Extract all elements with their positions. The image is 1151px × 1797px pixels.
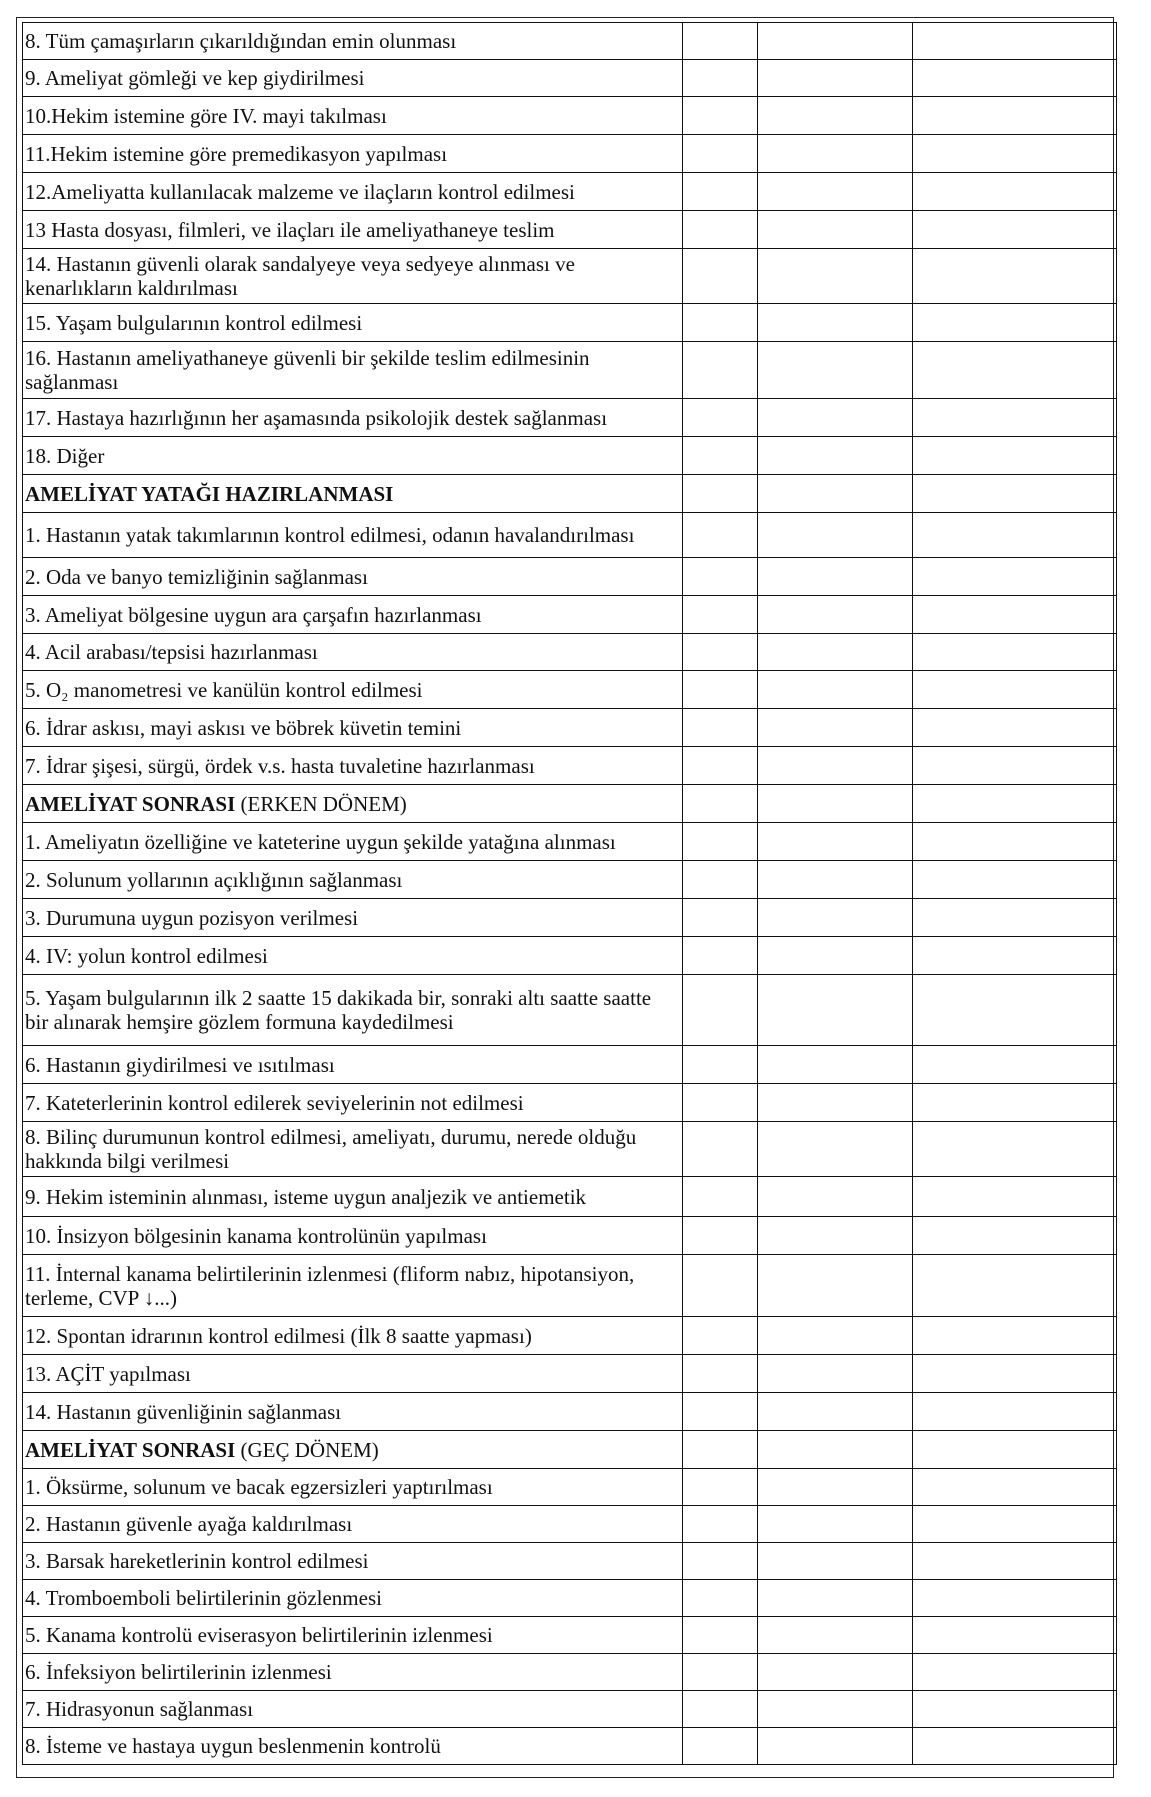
check-cell-1[interactable] (683, 1046, 758, 1084)
check-cell-1[interactable] (683, 937, 758, 975)
checklist-item-text (23, 97, 683, 135)
checklist-row (23, 173, 1117, 211)
section-heading (23, 1431, 683, 1469)
item-label: 1. Hastanın yatak takımlarının kontrol edilmesi, odanın havalandırılması (25, 523, 635, 547)
item-label: 4. Tromboemboli belirtilerinin gözlenmesi (25, 1586, 382, 1610)
check-cell-1[interactable] (683, 785, 758, 823)
check-cell-2[interactable] (758, 23, 913, 60)
item-label: 9. Ameliyat gömleği ve kep giydirilmesi (25, 66, 365, 90)
check-cell-3[interactable] (913, 937, 1117, 975)
checklist-item-text (23, 861, 683, 899)
check-cell-2[interactable] (758, 1617, 913, 1654)
checklist-item-text (23, 513, 683, 558)
item-label: 15. Yaşam bulgularının kontrol edilmesi (25, 310, 363, 335)
checklist-item-text (23, 23, 683, 60)
checklist-item-text (23, 1691, 683, 1728)
checklist-item-text (23, 304, 683, 342)
check-cell-1[interactable] (683, 1217, 758, 1255)
check-cell-1[interactable] (683, 1317, 758, 1355)
checklist-item-text (23, 1469, 683, 1506)
checklist-item-text (23, 437, 683, 475)
check-cell-2[interactable] (758, 747, 913, 785)
check-cell-1[interactable] (683, 975, 758, 1046)
item-label: 5. O₂ manometresi ve kanülün kontrol edilmesi (25, 677, 423, 702)
checklist-row (23, 1654, 1117, 1691)
check-cell-3[interactable] (913, 823, 1117, 861)
check-cell-3[interactable] (913, 596, 1117, 634)
check-cell-1[interactable] (683, 1543, 758, 1580)
check-cell-1[interactable] (683, 1393, 758, 1431)
check-cell-2[interactable] (758, 475, 913, 513)
check-cell-1[interactable] (683, 437, 758, 475)
check-cell-2[interactable] (758, 1046, 913, 1084)
check-cell-3[interactable] (913, 1469, 1117, 1506)
check-cell-1[interactable] (683, 671, 758, 709)
check-cell-3[interactable] (913, 1084, 1117, 1122)
check-cell-2[interactable] (758, 558, 913, 596)
check-cell-3[interactable] (913, 671, 1117, 709)
check-cell-2[interactable] (758, 823, 913, 861)
check-cell-3[interactable] (913, 1255, 1117, 1317)
check-cell-1[interactable] (683, 135, 758, 173)
checklist-item-text (23, 823, 683, 861)
checklist-row (23, 97, 1117, 135)
check-cell-1[interactable] (683, 23, 758, 60)
check-cell-2[interactable] (758, 937, 913, 975)
item-label: 17. Hastaya hazırlığının her aşamasında psikolojik destek sağlanması (25, 405, 608, 430)
checklist-row (23, 634, 1117, 671)
check-cell-3[interactable] (913, 173, 1117, 211)
section-heading (23, 785, 683, 823)
check-cell-1[interactable] (683, 1617, 758, 1654)
check-cell-1[interactable] (683, 1654, 758, 1691)
checklist-item-text (23, 747, 683, 785)
check-cell-1[interactable] (683, 1122, 758, 1177)
item-label: 1. Ameliyatın özelliğine ve kateterine uygun şekilde yatağına alınması (25, 829, 616, 854)
check-cell-2[interactable] (758, 1355, 913, 1393)
section-heading-row (23, 475, 1117, 513)
check-cell-1[interactable] (683, 1255, 758, 1317)
check-cell-2[interactable] (758, 1084, 913, 1122)
checklist-item-text (23, 1580, 683, 1617)
checklist-row (23, 1506, 1117, 1543)
check-cell-2[interactable] (758, 785, 913, 823)
check-cell-1[interactable] (683, 1084, 758, 1122)
check-cell-2[interactable] (758, 173, 913, 211)
item-label: 7. Hidrasyonun sağlanması (25, 1697, 254, 1721)
checklist-row (23, 1177, 1117, 1217)
check-cell-2[interactable] (758, 1255, 913, 1317)
item-label: 10. İnsizyon bölgesinin kanama kontrolünün yapılması (25, 1223, 487, 1248)
check-cell-2[interactable] (758, 709, 913, 747)
check-cell-2[interactable] (758, 1317, 913, 1355)
item-label: 12. Spontan idrarının kontrol edilmesi (İlk 8 saatte yapması) (25, 1323, 532, 1348)
check-cell-3[interactable] (913, 1217, 1117, 1255)
check-cell-1[interactable] (683, 211, 758, 249)
check-cell-3[interactable] (913, 1046, 1117, 1084)
checklist-row (23, 1393, 1117, 1431)
checklist-row (23, 1084, 1117, 1122)
check-cell-3[interactable] (913, 97, 1117, 135)
section-heading (23, 475, 683, 513)
check-cell-2[interactable] (758, 1691, 913, 1728)
check-cell-2[interactable] (758, 975, 913, 1046)
checklist-row (23, 1317, 1117, 1355)
check-cell-2[interactable] (758, 1431, 913, 1469)
check-cell-3[interactable] (913, 975, 1117, 1046)
checklist-row (23, 60, 1117, 97)
check-cell-2[interactable] (758, 1580, 913, 1617)
check-cell-2[interactable] (758, 1469, 913, 1506)
item-label: 4. IV: yolun kontrol edilmesi (25, 943, 268, 968)
check-cell-3[interactable] (913, 211, 1117, 249)
check-cell-3[interactable] (913, 475, 1117, 513)
item-label: 3. Barsak hareketlerinin kontrol edilmesi (25, 1549, 369, 1573)
check-cell-1[interactable] (683, 249, 758, 304)
check-cell-3[interactable] (913, 1543, 1117, 1580)
checklist-item-text (23, 1393, 683, 1431)
check-cell-1[interactable] (683, 823, 758, 861)
item-label: 5. Kanama kontrolü eviserasyon belirtilerinin izlenmesi (25, 1623, 493, 1647)
checklist-row (23, 596, 1117, 634)
item-label: 12.Ameliyatta kullanılacak malzeme ve ilaçların kontrol edilmesi (25, 179, 575, 204)
item-label: 2. Oda ve banyo temizliğinin sağlanması (25, 564, 368, 589)
item-label: AMELİYAT SONRASI (25, 791, 236, 816)
checklist-item-text (23, 342, 683, 399)
item-label: 7. İdrar şişesi, sürgü, ördek v.s. hasta tuvaletine hazırlanması (25, 753, 535, 778)
check-cell-3[interactable] (913, 1654, 1117, 1691)
item-label: 1. Öksürme, solunum ve bacak egzersizleri yaptırılması (25, 1475, 493, 1499)
check-cell-2[interactable] (758, 249, 913, 304)
item-label: 2. Solunum yollarının açıklığının sağlanması (25, 867, 403, 892)
check-cell-1[interactable] (683, 304, 758, 342)
check-cell-2[interactable] (758, 342, 913, 399)
check-cell-1[interactable] (683, 1431, 758, 1469)
check-cell-1[interactable] (683, 173, 758, 211)
checklist-item-text (23, 1617, 683, 1654)
check-cell-2[interactable] (758, 1122, 913, 1177)
check-cell-3[interactable] (913, 304, 1117, 342)
checklist-item-text (23, 1654, 683, 1691)
check-cell-1[interactable] (683, 1728, 758, 1765)
item-label: 8. Tüm çamaşırların çıkarıldığından emin olunması (25, 29, 457, 53)
checklist-row (23, 937, 1117, 975)
check-cell-1[interactable] (683, 596, 758, 634)
check-cell-3[interactable] (913, 437, 1117, 475)
checklist-row (23, 558, 1117, 596)
checklist-item-text (23, 173, 683, 211)
check-cell-3[interactable] (913, 135, 1117, 173)
item-label: 13. AÇİT yapılması (25, 1361, 191, 1386)
check-cell-2[interactable] (758, 1506, 913, 1543)
check-cell-2[interactable] (758, 634, 913, 671)
check-cell-2[interactable] (758, 437, 913, 475)
check-cell-1[interactable] (683, 861, 758, 899)
checklist-item-text (23, 1217, 683, 1255)
item-label: 14. Hastanın güvenli olarak sandalyeye veya sedyeye alınması ve kenarlıkların kaldırılması (25, 252, 575, 300)
checklist-item-text (23, 1122, 683, 1177)
checklist-item-text (23, 558, 683, 596)
checklist-item-text (23, 1177, 683, 1217)
item-label: 6. Hastanın giydirilmesi ve ısıtılması (25, 1052, 335, 1077)
checklist-row (23, 1469, 1117, 1506)
item-label: 4. Acil arabası/tepsisi hazırlanması (25, 640, 318, 664)
item-label: 6. İnfeksiyon belirtilerinin izlenmesi (25, 1660, 332, 1684)
checklist-row (23, 861, 1117, 899)
checklist-row (23, 399, 1117, 437)
check-cell-1[interactable] (683, 558, 758, 596)
checklist-row (23, 342, 1117, 399)
check-cell-1[interactable] (683, 1469, 758, 1506)
check-cell-2[interactable] (758, 671, 913, 709)
checklist-item-text (23, 1506, 683, 1543)
check-cell-1[interactable] (683, 513, 758, 558)
check-cell-2[interactable] (758, 1728, 913, 1765)
item-label: 11.Hekim istemine göre premedikasyon yapılması (25, 141, 448, 166)
checklist-row (23, 211, 1117, 249)
item-label: 8. İsteme ve hastaya uygun beslenmenin kontrolü (25, 1734, 441, 1758)
checklist-row (23, 1728, 1117, 1765)
check-cell-1[interactable] (683, 399, 758, 437)
check-cell-2[interactable] (758, 60, 913, 97)
check-cell-1[interactable] (683, 475, 758, 513)
check-cell-2[interactable] (758, 135, 913, 173)
check-cell-3[interactable] (913, 342, 1117, 399)
check-cell-2[interactable] (758, 1217, 913, 1255)
checklist-item-text (23, 596, 683, 634)
check-cell-3[interactable] (913, 899, 1117, 937)
item-label: 2. Hastanın güvenle ayağa kaldırılması (25, 1512, 353, 1536)
check-cell-2[interactable] (758, 861, 913, 899)
section-heading-row (23, 785, 1117, 823)
checklist-row (23, 1122, 1117, 1177)
checklist-item-text (23, 709, 683, 747)
check-cell-1[interactable] (683, 899, 758, 937)
check-cell-3[interactable] (913, 1431, 1117, 1469)
item-label: 11. İnternal kanama belirtilerinin izlenmesi (fliform nabız, hipotansiyon, terleme, CVP ↓...) (25, 1261, 635, 1310)
check-cell-2[interactable] (758, 1393, 913, 1431)
checklist-item-text (23, 211, 683, 249)
check-cell-1[interactable] (683, 709, 758, 747)
check-cell-2[interactable] (758, 97, 913, 135)
section-heading-suffix: (ERKEN DÖNEM) (235, 791, 407, 816)
checklist-row (23, 304, 1117, 342)
check-cell-3[interactable] (913, 785, 1117, 823)
checklist-item-text (23, 1084, 683, 1122)
checklist-item-text (23, 1728, 683, 1765)
check-cell-2[interactable] (758, 899, 913, 937)
check-cell-1[interactable] (683, 1177, 758, 1217)
item-label: 6. İdrar askısı, mayi askısı ve böbrek küvetin temini (25, 715, 462, 740)
checklist-item-text (23, 634, 683, 671)
item-label: 16. Hastanın ameliyathaneye güvenli bir şekilde teslim edilmesinin sağlanması (25, 346, 590, 394)
check-cell-2[interactable] (758, 513, 913, 558)
check-cell-3[interactable] (913, 861, 1117, 899)
item-label: 14. Hastanın güvenliğinin sağlanması (25, 1399, 342, 1424)
check-cell-3[interactable] (913, 1580, 1117, 1617)
checklist-item-text (23, 399, 683, 437)
item-label: 8. Bilinç durumunun kontrol edilmesi, ameliyatı, durumu, nerede olduğu hakkında bilgi verilmesi (25, 1125, 637, 1173)
check-cell-3[interactable] (913, 1617, 1117, 1654)
check-cell-2[interactable] (758, 304, 913, 342)
check-cell-3[interactable] (913, 23, 1117, 60)
checklist-item-text (23, 1543, 683, 1580)
check-cell-3[interactable] (913, 1691, 1117, 1728)
check-cell-3[interactable] (913, 634, 1117, 671)
check-cell-3[interactable] (913, 1393, 1117, 1431)
checklist-row (23, 1217, 1117, 1255)
checklist-row (23, 437, 1117, 475)
checklist-row (23, 709, 1117, 747)
check-cell-1[interactable] (683, 342, 758, 399)
check-cell-3[interactable] (913, 747, 1117, 785)
checklist-row (23, 1617, 1117, 1654)
item-label: AMELİYAT YATAĞI HAZIRLANMASI (25, 481, 394, 506)
checklist-item-text (23, 975, 683, 1046)
checklist-table (22, 22, 1117, 1765)
item-label: 7. Kateterlerinin kontrol edilerek seviyelerinin not edilmesi (25, 1090, 524, 1115)
checklist-item-text (23, 60, 683, 97)
check-cell-3[interactable] (913, 1355, 1117, 1393)
checklist-row (23, 747, 1117, 785)
check-cell-1[interactable] (683, 747, 758, 785)
check-cell-3[interactable] (913, 399, 1117, 437)
check-cell-3[interactable] (913, 558, 1117, 596)
checklist-rows (23, 23, 1117, 1765)
checklist-row (23, 899, 1117, 937)
check-cell-3[interactable] (913, 249, 1117, 304)
checklist-row (23, 1580, 1117, 1617)
check-cell-2[interactable] (758, 1177, 913, 1217)
check-cell-2[interactable] (758, 596, 913, 634)
item-label: 18. Diğer (25, 443, 105, 468)
check-cell-1[interactable] (683, 1580, 758, 1617)
check-cell-1[interactable] (683, 60, 758, 97)
item-label: 3. Durumuna uygun pozisyon verilmesi (25, 905, 359, 930)
checklist-item-text (23, 1355, 683, 1393)
checklist-item-text (23, 1255, 683, 1317)
check-cell-1[interactable] (683, 634, 758, 671)
checklist-item-text (23, 937, 683, 975)
check-cell-3[interactable] (913, 1728, 1117, 1765)
check-cell-2[interactable] (758, 1654, 913, 1691)
checklist-item-text (23, 899, 683, 937)
section-heading-suffix: (GEÇ DÖNEM) (235, 1437, 379, 1462)
checklist-item-text (23, 1046, 683, 1084)
checklist-row (23, 1355, 1117, 1393)
check-cell-2[interactable] (758, 1543, 913, 1580)
item-label: 3. Ameliyat bölgesine uygun ara çarşafın hazırlanması (25, 602, 482, 627)
check-cell-3[interactable] (913, 1506, 1117, 1543)
check-cell-3[interactable] (913, 1317, 1117, 1355)
check-cell-3[interactable] (913, 709, 1117, 747)
check-cell-1[interactable] (683, 1506, 758, 1543)
check-cell-1[interactable] (683, 97, 758, 135)
checklist-row (23, 975, 1117, 1046)
checklist-row (23, 1046, 1117, 1084)
item-label: 5. Yaşam bulgularının ilk 2 saatte 15 dakikada bir, sonraki altı saatte saatte bir alınarak hemşire gözlem formuna kaydedilmesi (25, 986, 652, 1034)
checklist-row (23, 23, 1117, 60)
checklist-row (23, 1255, 1117, 1317)
checklist-row (23, 823, 1117, 861)
check-cell-3[interactable] (913, 60, 1117, 97)
checklist-item-text (23, 1317, 683, 1355)
item-label: 9. Hekim isteminin alınması, isteme uygun analjezik ve antiemetik (25, 1184, 587, 1209)
checklist-row (23, 1543, 1117, 1580)
checklist-row (23, 135, 1117, 173)
section-heading-row (23, 1431, 1117, 1469)
check-cell-3[interactable] (913, 1177, 1117, 1217)
check-cell-1[interactable] (683, 1691, 758, 1728)
check-cell-3[interactable] (913, 1122, 1117, 1177)
checklist-item-text (23, 249, 683, 304)
check-cell-3[interactable] (913, 513, 1117, 558)
checklist-row (23, 1691, 1117, 1728)
check-cell-1[interactable] (683, 1355, 758, 1393)
checklist-row (23, 671, 1117, 709)
item-label: 13 Hasta dosyası, filmleri, ve ilaçları ile ameliyathaneye teslim (25, 217, 555, 242)
check-cell-2[interactable] (758, 211, 913, 249)
item-label: 10.Hekim istemine göre IV. mayi takılması (25, 103, 387, 128)
checklist-row (23, 513, 1117, 558)
checklist-item-text (23, 135, 683, 173)
item-label: AMELİYAT SONRASI (25, 1437, 236, 1462)
checklist-row (23, 249, 1117, 304)
check-cell-2[interactable] (758, 399, 913, 437)
checklist-item-text (23, 671, 683, 709)
